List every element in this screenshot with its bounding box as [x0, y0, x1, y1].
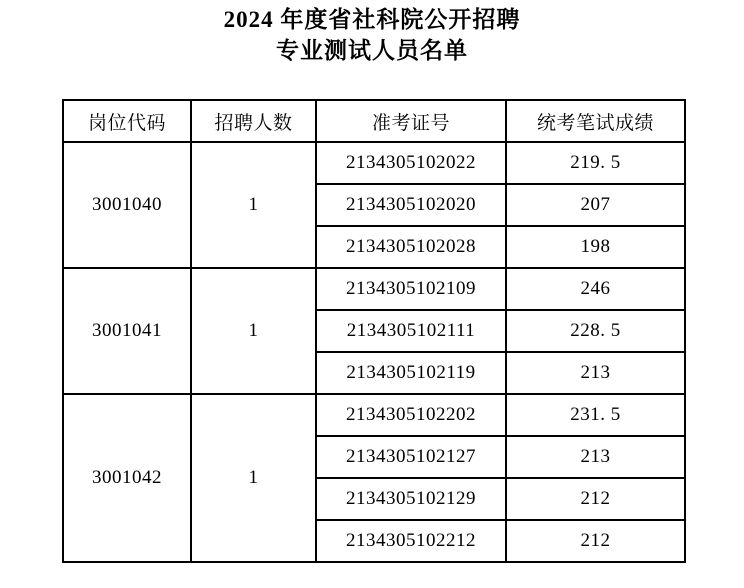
position-code-cell: 3001041 [63, 268, 191, 394]
recruit-count-cell: 1 [191, 142, 316, 268]
ticket-number-cell: 2134305102202 [316, 394, 506, 436]
position-code-cell: 3001042 [63, 394, 191, 562]
recruit-count-cell: 1 [191, 268, 316, 394]
score-cell: 212 [506, 520, 685, 562]
ticket-number-cell: 2134305102020 [316, 184, 506, 226]
table-row [63, 394, 685, 436]
recruit-count-cell: 1 [191, 394, 316, 562]
score-cell: 228. 5 [506, 310, 685, 352]
header-row [63, 100, 685, 142]
table-row [63, 268, 685, 310]
ticket-number-cell: 2134305102022 [316, 142, 506, 184]
ticket-number-cell: 2134305102028 [316, 226, 506, 268]
ticket-number-cell: 2134305102109 [316, 268, 506, 310]
header-cell-recruit-count: 招聘人数 [191, 100, 316, 142]
score-table [62, 99, 686, 563]
score-cell: 213 [506, 352, 685, 394]
header-cell-position-code: 岗位代码 [63, 100, 191, 142]
ticket-number-cell: 2134305102111 [316, 310, 506, 352]
header-cell-written-score: 统考笔试成绩 [506, 100, 685, 142]
score-cell: 213 [506, 436, 685, 478]
score-cell: 246 [506, 268, 685, 310]
score-cell: 212 [506, 478, 685, 520]
ticket-number-cell: 2134305102119 [316, 352, 506, 394]
score-cell: 198 [506, 226, 685, 268]
title-line-1: 2024 年度省社科院公开招聘 [223, 7, 521, 32]
score-cell: 207 [506, 184, 685, 226]
page-title [0, 0, 744, 66]
score-cell: 219. 5 [506, 142, 685, 184]
table-row [63, 142, 685, 184]
title-line-2: 专业测试人员名单 [276, 38, 468, 63]
ticket-number-cell: 2134305102127 [316, 436, 506, 478]
ticket-number-cell: 2134305102129 [316, 478, 506, 520]
score-cell: 231. 5 [506, 394, 685, 436]
ticket-number-cell: 2134305102212 [316, 520, 506, 562]
position-code-cell: 3001040 [63, 142, 191, 268]
header-cell-ticket-number: 准考证号 [316, 100, 506, 142]
